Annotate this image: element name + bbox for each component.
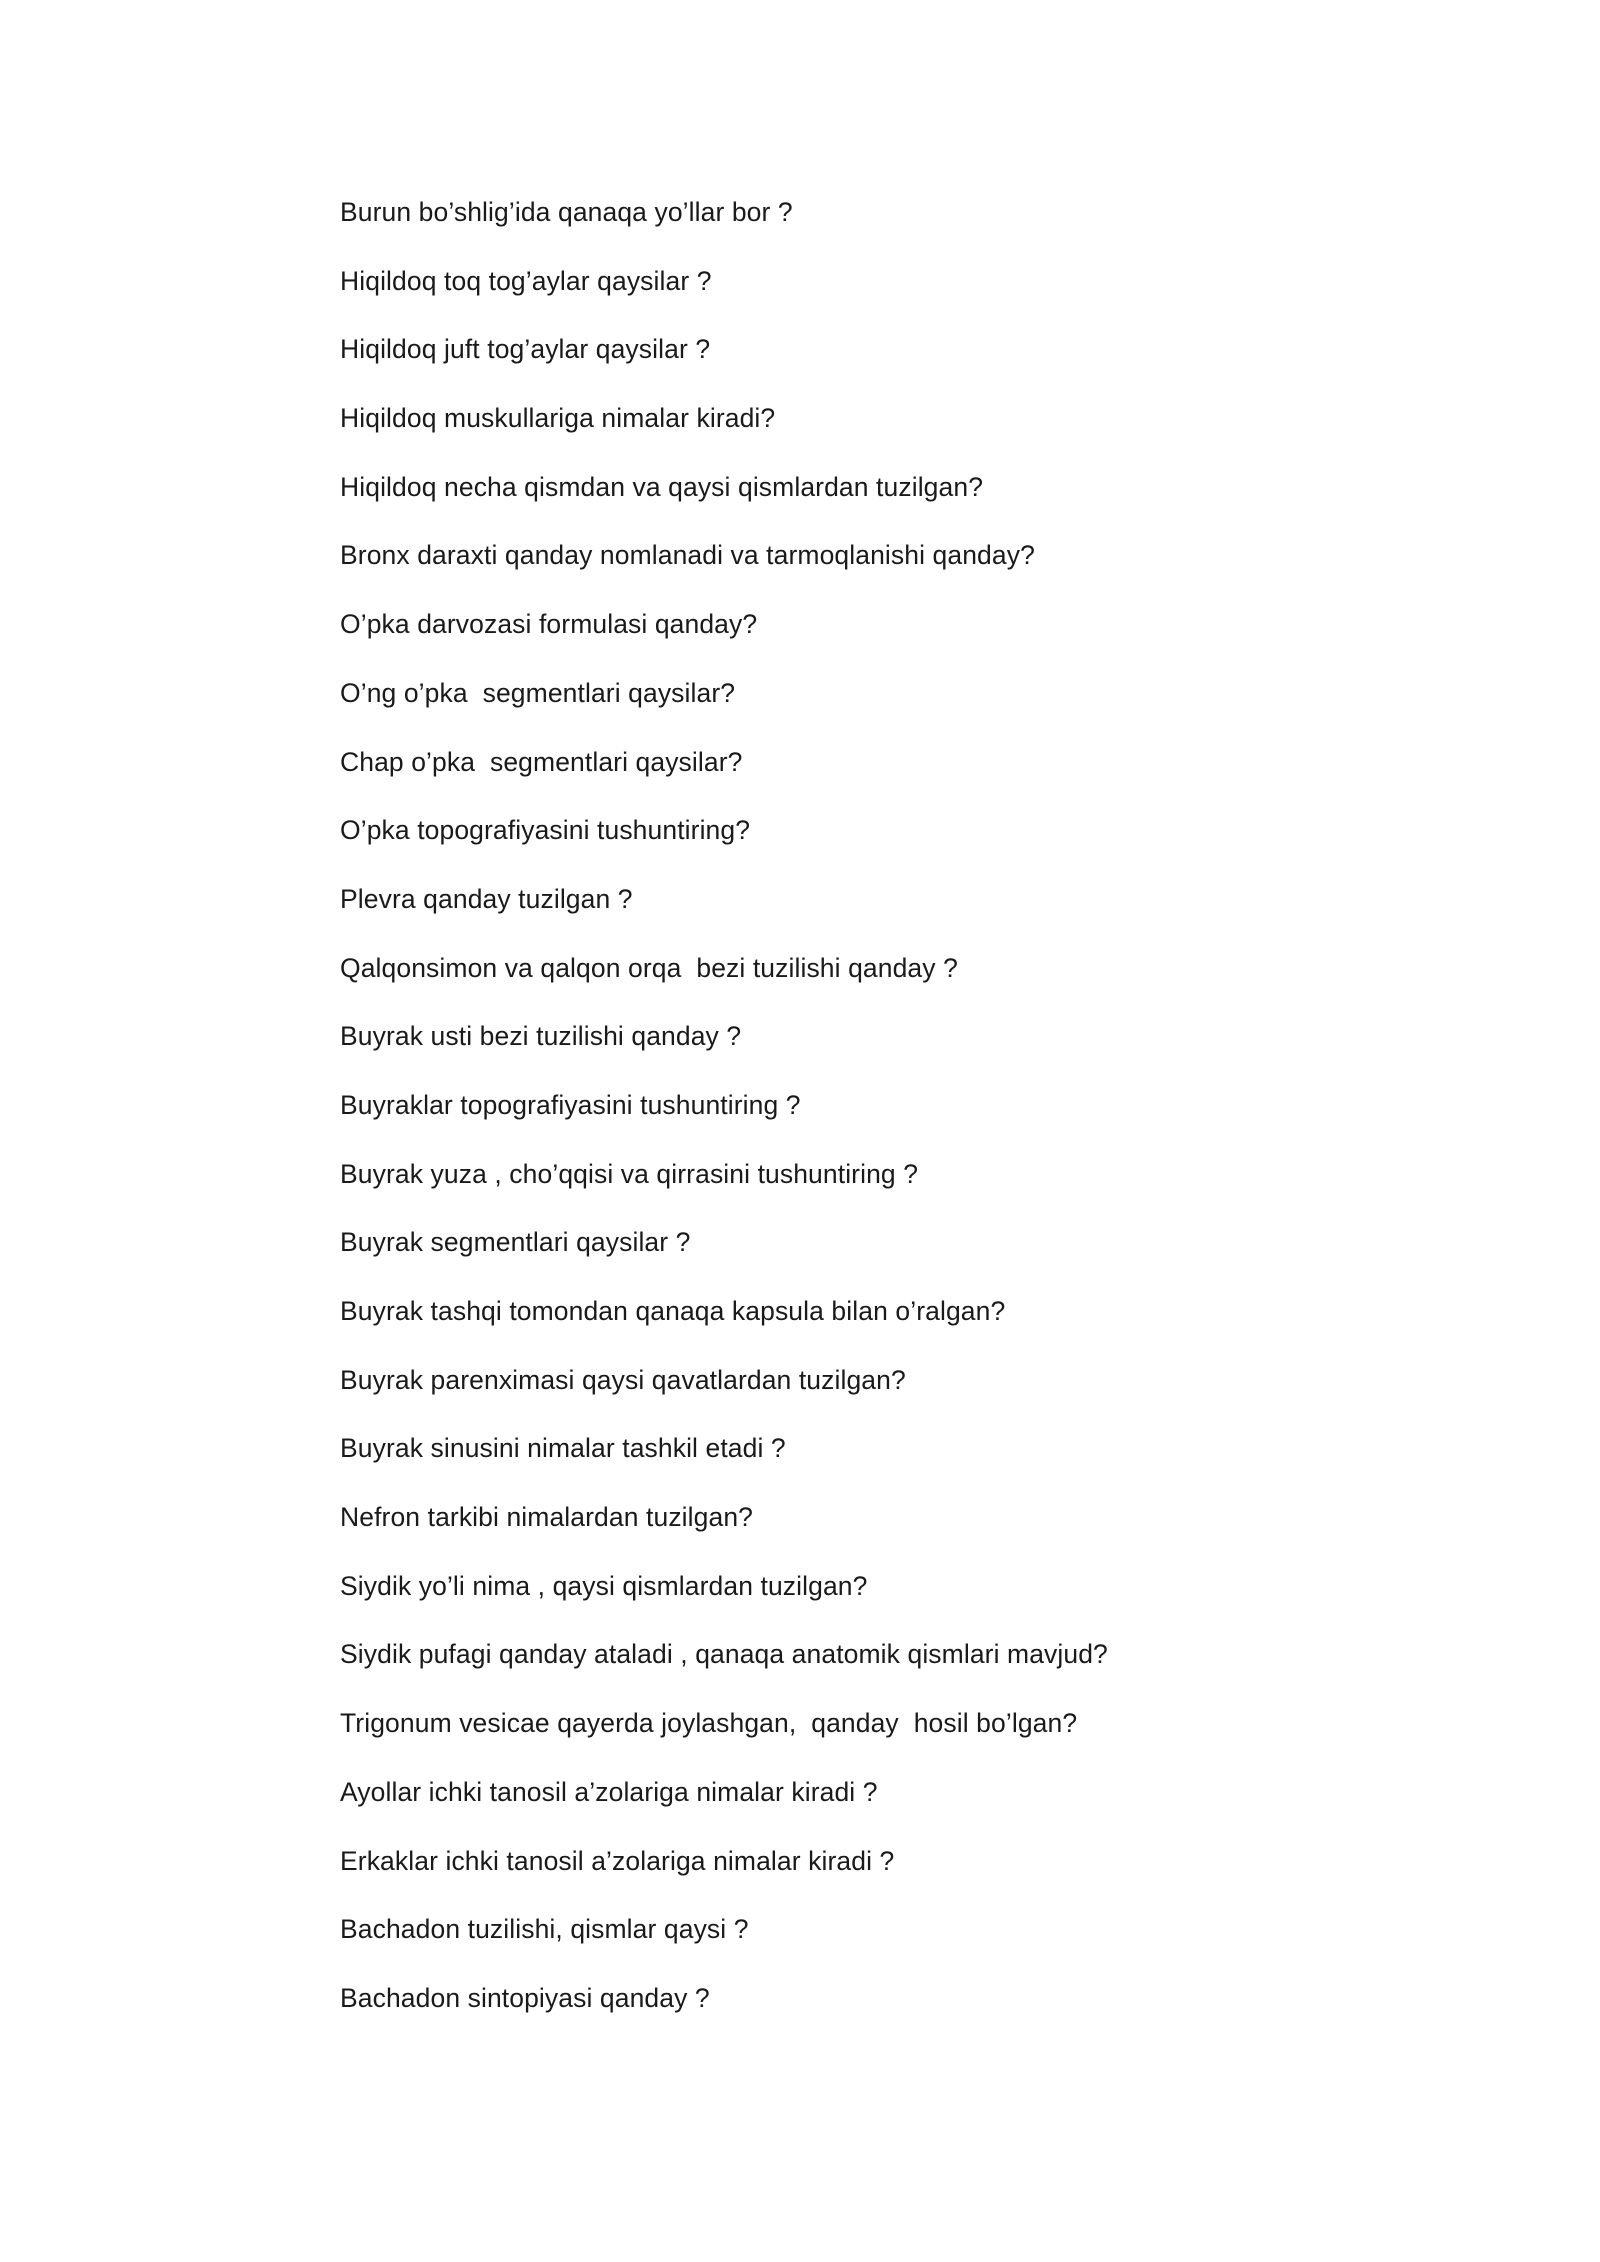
question-item: Siydik yo’li nima , qaysi qismlardan tuzilgan? — [340, 1570, 868, 1601]
question-item: Chap o’pka segmentlari qaysilar? — [340, 746, 743, 777]
question-item: O’pka darvozasi formulasi qanday? — [340, 609, 758, 640]
question-item: Qalqonsimon va qalqon orqa bezi tuzilishi qanday ? — [340, 952, 958, 983]
question-item: Bachadon sintopiyasi qanday ? — [340, 1982, 710, 2013]
question-item: Ayollar ichki tanosil a’zolariga nimalar kiradi ? — [340, 1776, 878, 1807]
question-item: Buyrak segmentlari qaysilar ? — [340, 1227, 691, 1258]
question-item: O’ng o’pka segmentlari qaysilar? — [340, 677, 736, 708]
question-item: Hiqildoq toq tog’aylar qaysilar ? — [340, 265, 712, 296]
question-item: Buyrak yuza , cho’qqisi va qirrasini tushuntiring ? — [340, 1158, 919, 1189]
question-item: Buyrak tashqi tomondan qanaqa kapsula bilan o’ralgan? — [340, 1296, 1006, 1326]
question-item: Hiqildoq juft tog’aylar qaysilar ? — [340, 334, 711, 365]
question-item: Trigonum vesicae qayerda joylashgan, qanday hosil bo’lgan? — [340, 1708, 1078, 1739]
question-item: Nefron tarkibi nimalardan tuzilgan? — [340, 1502, 753, 1533]
question-item: Burun bo’shlig’ida qanaqa yo’llar bor ? — [340, 197, 793, 227]
question-item: Hiqildoq muskullariga nimalar kiradi? — [340, 403, 776, 434]
question-item: Erkaklar ichki tanosil a’zolariga nimalar kiradi ? — [340, 1845, 895, 1876]
question-item: Plevra qanday tuzilgan ? — [340, 883, 633, 914]
question-item: Siydik pufagi qanday ataladi , qanaqa anatomik qismlari mavjud? — [340, 1639, 1108, 1670]
question-list — [340, 192, 1440, 2047]
question-item: Buyrak usti bezi tuzilishi qanday ? — [340, 1021, 742, 1052]
question-item: Buyrak parenximasi qaysi qavatlardan tuzilgan? — [340, 1364, 906, 1395]
question-item: Bronx daraxti qanday nomlanadi va tarmoqlanishi qanday? — [340, 540, 1035, 571]
question-item: O’pka topografiyasini tushuntiring? — [340, 815, 751, 846]
question-item: Buyrak sinusini nimalar tashkil etadi ? — [340, 1433, 786, 1464]
question-item: Hiqildoq necha qismdan va qaysi qismlardan tuzilgan? — [340, 471, 984, 502]
question-item: Bachadon tuzilishi, qismlar qaysi ? — [340, 1914, 749, 1945]
question-item: Buyraklar topografiyasini tushuntiring ? — [340, 1089, 801, 1120]
